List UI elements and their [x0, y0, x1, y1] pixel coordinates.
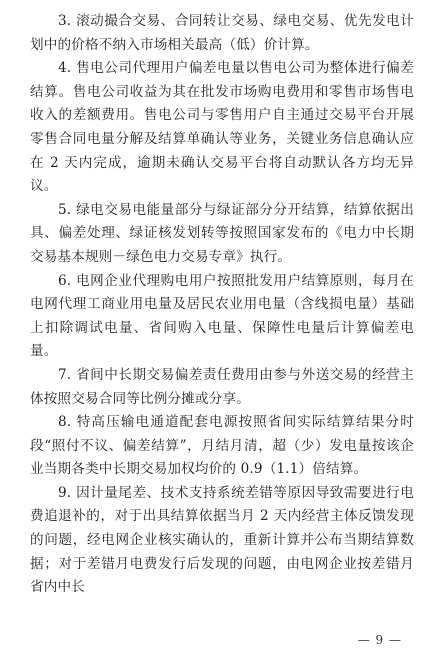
paragraph-7: 7. 省间中长期交易偏差责任费用由参与外送交易的经营主体按照交易合同等比例分摊或分享。	[30, 366, 414, 407]
paragraph-6: 6. 电网企业代理购电用户按照批发用户结算原则，每月在电网代理工商业用电量及居民农业用电量（含线损电量）基础上扣除调试电量、省间购入电量、保障性电量后计算偏差电量。	[30, 272, 414, 360]
page-number: — 9 —	[357, 633, 402, 647]
paragraph-3: 3. 滚动撮合交易、合同转让交易、绿电交易、优先发电计划中的价格不纳入市场相关最高（低）价计算。	[30, 13, 414, 53]
paragraph-9: 9. 因计量尾差、技术支持系统差错等原因导致需要进行电费追退补的，对于出具结算依据当月 2 天内经营主体反馈发现的问题，经电网企业核实确认的，重新计算并公布当期结算数据；对于差错月电费发行后发现的问题，由电网企业按差错月省内中长	[30, 484, 414, 596]
paragraph-4: 4. 售电公司代理用户偏差电量以售电公司为整体进行偏差结算。售电公司收益为其在批发市场购电费用和零售市场售电收入的差额费用。售电公司与零售用户自主通过交易平台开展零售合同电量分解及结算单确认等业务，关键业务信息确认应在 2 天内完成，逾期未确认交易平台将自动默认各方均无异议。	[30, 60, 414, 195]
paragraph-8: 8. 特高压输电通道配套电源按照省间实际结算结果分时段“照付不议、偏差结算”，月结月清，超（少）发电量按该企业当期各类中长期交易加权均价的 0.9（1.1）倍结算。	[30, 414, 414, 478]
paragraph-5: 5. 绿电交易电能量部分与绿证部分分开结算，结算依据出具、偏差处理、绿证核发划转等按照国家发布的《电力中长期交易基本规则－绿色电力交易专章》执行。	[30, 201, 414, 265]
